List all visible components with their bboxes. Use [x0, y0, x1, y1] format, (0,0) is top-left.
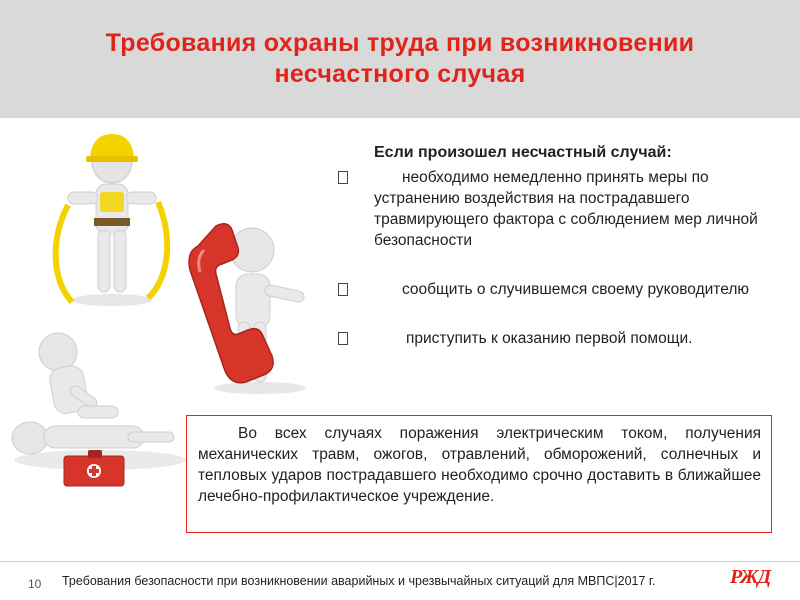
- electrician-figure: [40, 130, 180, 310]
- page-title: [0, 28, 800, 90]
- bullet-box-icon: [338, 171, 348, 184]
- list-item: [338, 167, 793, 251]
- list-item-text: необходимо немедленно принять меры по устранению воздействия на пострадавшего травмирующего фактора с соблюдением мер личной безопасности: [374, 169, 758, 249]
- bullet-box-icon: [338, 332, 348, 345]
- rzd-logo: РЖД: [730, 566, 771, 588]
- list-item-text: сообщить о случившемся своему руководителю: [402, 281, 749, 298]
- page-number: 10: [28, 577, 42, 591]
- title-line-1: Требования охраны труда при возникновении: [105, 29, 695, 57]
- notice-box: Во всех случаях поражения электрическим током, получения механических травм, ожогов, отравлений, обморожений, солнечных и тепловых ударов пострадавшего необходимо срочно доставить в ближайшее лечебно-профилактическое учреждение.: [186, 415, 772, 533]
- list-item: [338, 279, 793, 300]
- phone-figure: [180, 218, 330, 398]
- lead-text: Если произошел несчастный случай:: [374, 144, 672, 161]
- title-line-2: несчастного случая: [274, 60, 526, 88]
- bullet-box-icon: [338, 283, 348, 296]
- first-aid-figure: [8, 330, 188, 500]
- list-item-text: приступить к оказанию первой помощи.: [406, 330, 693, 347]
- footer-divider: [0, 561, 800, 562]
- footer-text: Требования безопасности при возникновении аварийных и чрезвычайных ситуаций для МВПС|2017 г.: [62, 574, 656, 588]
- list-item: [338, 328, 793, 349]
- instructions-block: [338, 142, 793, 349]
